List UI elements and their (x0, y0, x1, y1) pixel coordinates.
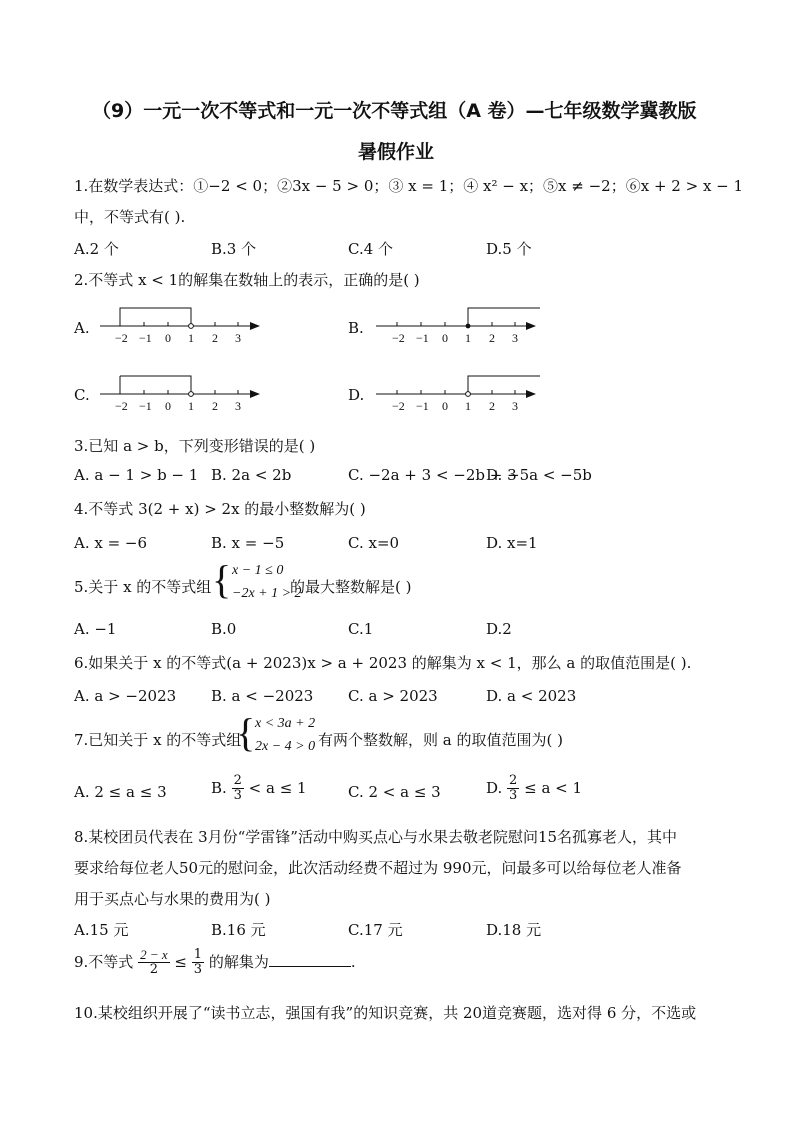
q3-option-b: B. 2a < 2b (211, 466, 292, 484)
q1-option-b: B.3 个 (211, 240, 257, 258)
q7-option-c: C. 2 < a ≤ 3 (348, 783, 441, 801)
tick-label: 0 (442, 331, 448, 345)
tick-label: −1 (139, 399, 152, 413)
q4-option-a: A. x = −6 (74, 534, 148, 552)
question-1-stem: 1.在数学表达式：①−2 < 0；②3x − 5 > 0；③ x = 1；④ x² − x；⑤x ≠ −2；⑥x + 2 > x − 1 (74, 177, 744, 195)
q2-label-c: C. (74, 386, 90, 404)
q3-option-c: C. −2a + 3 < −2b + 3 (348, 466, 517, 484)
q9-end: . (350, 952, 356, 971)
q3-option-d: D. −5a < −5b (486, 466, 592, 484)
tick-label: 1 (188, 399, 194, 413)
q8-option-d: D.18 元 (486, 921, 542, 939)
q4-option-b: B. x = −5 (211, 534, 285, 552)
q6-option-a: A. a > −2023 (74, 687, 177, 705)
fraction: $\frac{2}{3}$ (233, 773, 242, 804)
q9-post: 的解集为 (208, 952, 269, 971)
q2-label-a: A. (74, 319, 90, 337)
q6-option-d: D. a < 2023 (486, 687, 577, 705)
answer-blank[interactable] (269, 952, 351, 967)
tick-label: 3 (235, 331, 241, 345)
q5-option-c: C.1 (348, 620, 374, 638)
tick-label: −2 (392, 399, 405, 413)
number-line-d (372, 368, 544, 416)
tick-label: −1 (416, 399, 429, 413)
question-5-stem-post: 的最大整数解是( ) (290, 578, 412, 596)
tick-label: 1 (465, 331, 471, 345)
question-8-line-1: 8.某校团员代表在 3月份“学雷锋”活动中购买点心与水果去敬老院慰问15名孤寡老人，其中 (74, 828, 678, 846)
tick-label: 3 (235, 399, 241, 413)
question-1-stem-cont: 中，不等式有( ). (74, 208, 186, 226)
question-2-stem: 2.不等式 x < 1的解集在数轴上的表示，正确的是( ) (74, 271, 420, 289)
question-7-stem-pre: 7.已知关于 x 的不等式组 (74, 731, 242, 749)
q8-option-a: A.15 元 (74, 921, 129, 939)
q7-option-a: A. 2 ≤ a ≤ 3 (74, 783, 167, 801)
tick-label: −2 (115, 331, 128, 345)
q2-label-b: B. (348, 319, 364, 337)
fraction: $\frac{2}{3}$ (509, 773, 518, 804)
tick-label: 2 (212, 399, 218, 413)
question-7-stem-post: 有两个整数解，则 a 的取值范围为( ) (318, 731, 563, 749)
q5-option-d: D.2 (486, 620, 512, 638)
question-8-line-2: 要求给每位老人50元的慰问金，此次活动经费不超过为 990元，问最多可以给每位老人准备 (74, 859, 682, 877)
q7-option-b (211, 774, 307, 804)
tick-label: −2 (392, 331, 405, 345)
question-6-stem: 6.如果关于 x 的不等式(a + 2023)x > a + 2023 的解集为 x < 1，那么 a 的取值范围是( ). (74, 654, 692, 672)
q4-option-c: C. x=0 (348, 534, 400, 552)
question-8-line-3: 用于买点心与水果的费用为( ) (74, 890, 271, 908)
q3-option-a: A. a − 1 > b − 1 (74, 466, 199, 484)
q1-option-c: C.4 个 (348, 240, 394, 258)
q7-option-b-text: < a ≤ 1 (248, 778, 307, 797)
q8-option-b: B.16 元 (211, 921, 266, 939)
fraction: $\frac{2 - x}{2}$ (140, 947, 168, 978)
q7-option-d (486, 774, 582, 804)
tick-label: 3 (512, 399, 518, 413)
q5-option-b: B.0 (211, 620, 237, 638)
tick-label: 2 (489, 399, 495, 413)
q7-inequality-2: 2x − 4 > 0 (255, 739, 316, 754)
q4-option-d: D. x=1 (486, 534, 538, 552)
q1-option-d: D.5 个 (486, 240, 532, 258)
question-9 (74, 948, 356, 978)
question-3-stem: 3.已知 a > b，下列变形错误的是( ) (74, 437, 316, 455)
tick-label: 0 (165, 399, 171, 413)
q6-option-c: C. a > 2023 (348, 687, 438, 705)
q5-inequality-2: −2x + 1 > 2 (232, 586, 302, 601)
brace-icon: { (212, 557, 232, 602)
tick-label: 3 (512, 331, 518, 345)
number-line-a (96, 300, 266, 348)
q7-option-d-label: D. (486, 778, 503, 797)
tick-label: 1 (188, 331, 194, 345)
q7-option-b-label: B. (211, 778, 227, 797)
tick-label: −2 (115, 399, 128, 413)
q9-pre: 9.不等式 (74, 952, 134, 971)
tick-label: −1 (416, 331, 429, 345)
q6-option-b: B. a < −2023 (211, 687, 314, 705)
q9-leq: ≤ (174, 952, 187, 971)
tick-label: 0 (165, 331, 171, 345)
tick-label: 2 (489, 331, 495, 345)
q8-option-c: C.17 元 (348, 921, 403, 939)
page-title: （9）一元一次不等式和一元一次不等式组（A 卷）—七年级数学冀教版 (92, 100, 697, 122)
tick-label: 2 (212, 331, 218, 345)
brace-icon: { (236, 710, 256, 755)
q7-inequality-1: x < 3a + 2 (255, 716, 316, 731)
q5-option-a: A. −1 (74, 620, 117, 638)
tick-label: 1 (465, 399, 471, 413)
tick-label: −1 (139, 331, 152, 345)
question-4-stem: 4.不等式 3(2 + x) > 2x 的最小整数解为( ) (74, 500, 366, 518)
q7-option-d-text: ≤ a < 1 (524, 778, 583, 797)
q2-label-d: D. (348, 386, 365, 404)
number-line-c (96, 368, 266, 416)
page-subtitle: 暑假作业 (358, 141, 435, 163)
question-10-line-1: 10.某校组织开展了“读书立志，强国有我”的知识竞赛，共 20道竞赛题，选对得 6 分，不选或 (74, 1004, 697, 1022)
number-line-b (372, 300, 544, 348)
fraction: $\frac{1}{3}$ (193, 947, 203, 978)
tick-label: 0 (442, 399, 448, 413)
q1-option-a: A.2 个 (74, 240, 119, 258)
question-5-stem-pre: 5.关于 x 的不等式组 (74, 578, 212, 596)
q5-inequality-1: x − 1 ≤ 0 (232, 563, 284, 578)
